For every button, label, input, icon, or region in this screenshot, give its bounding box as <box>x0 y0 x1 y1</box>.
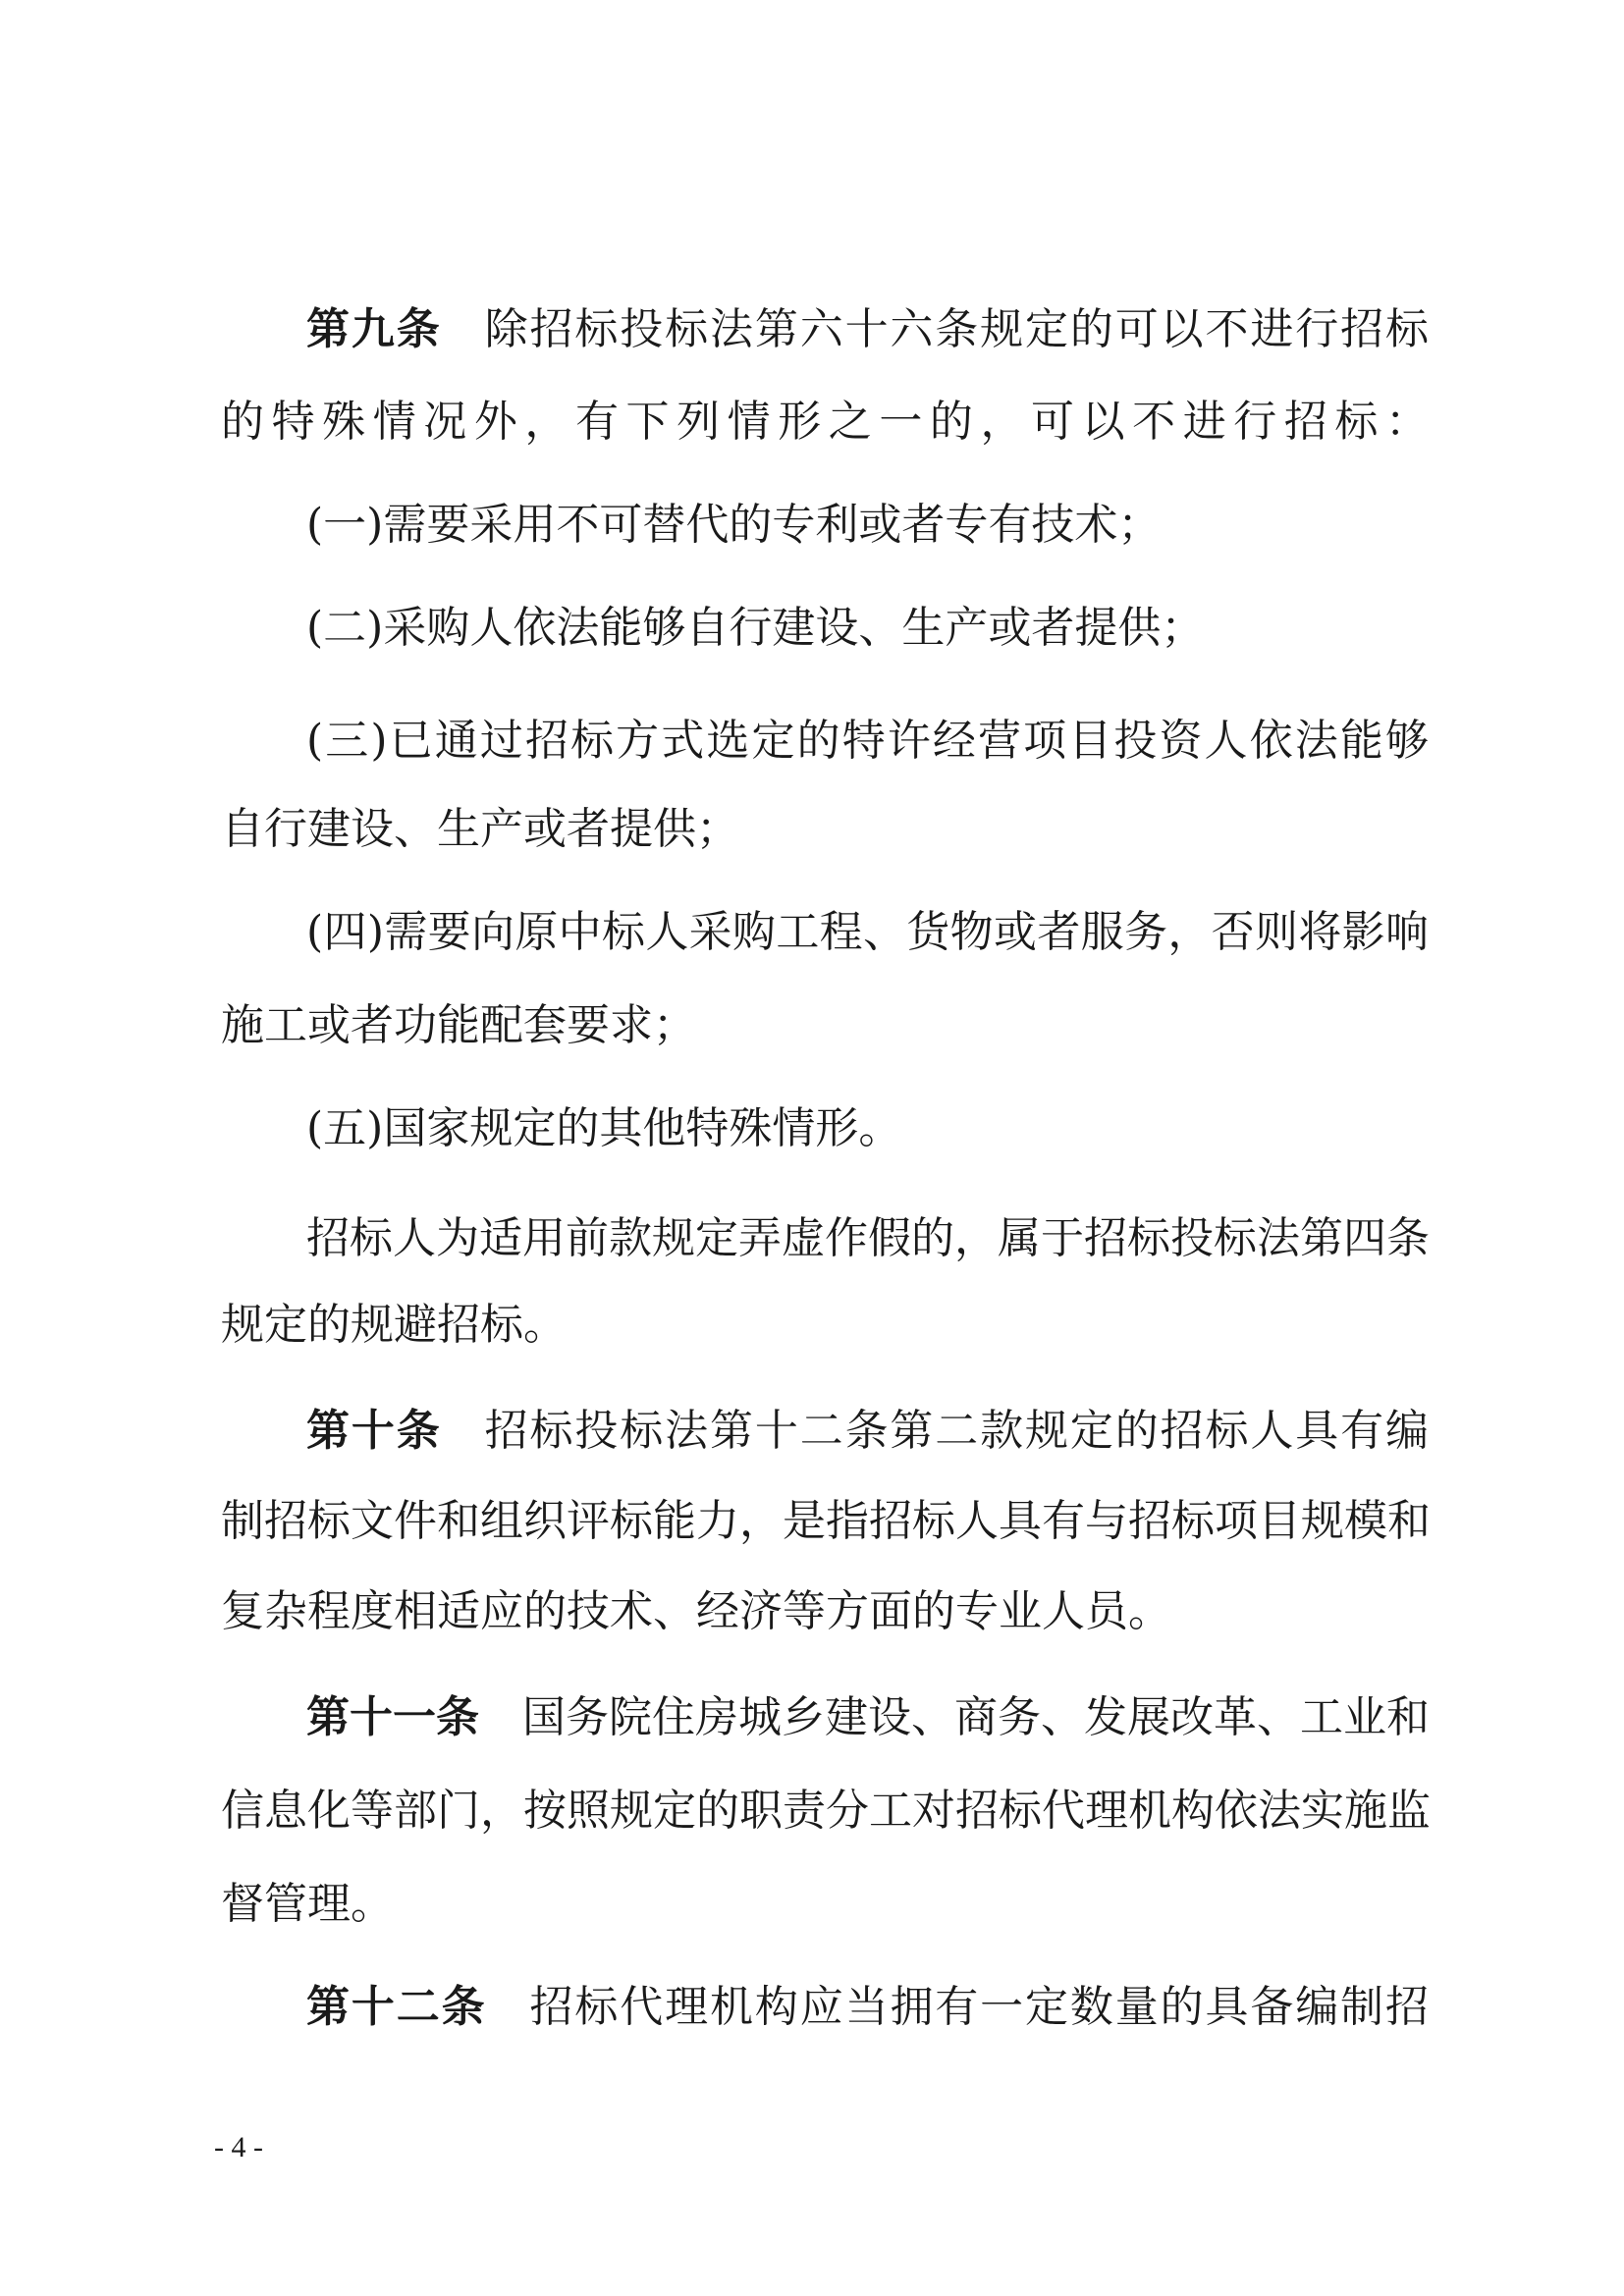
article-9-paragraph-line-2: 规定的规避招标。 <box>221 1300 567 1350</box>
article-9-item-4-line-1: (四)需要向原中标人采购工程、货物或者服务，否则将影响 <box>306 907 1429 957</box>
article-11-line-3: 督管理。 <box>221 1879 394 1929</box>
article-9-paragraph-line-1: 招标人为适用前款规定弄虚作假的，属于招标投标法第四条 <box>306 1213 1430 1263</box>
article-10-line-1 <box>306 1402 1429 1461</box>
article-9-item-3-line-2: 自行建设、生产或者提供； <box>221 804 739 854</box>
article-9-item-5: (五)国家规定的其他特殊情形。 <box>306 1103 902 1153</box>
article-10-line-3: 复杂程度相适应的技术、经济等方面的专业人员。 <box>221 1586 1171 1636</box>
article-9-item-1: (一)需要采用不可替代的专利或者专有技术； <box>306 500 1162 550</box>
page-number: - 4 - <box>214 2131 263 2163</box>
article-11-text-1: 国务院住房城乡建设、商务、发展改革、工业和 <box>522 1692 1430 1742</box>
article-9-line-1 <box>306 300 1429 359</box>
article-11-line-2: 信息化等部门，按照规定的职责分工对招标代理机构依法实施监 <box>221 1786 1431 1836</box>
article-10-text-1: 招标投标法第十二条第二款规定的招标人具有编 <box>484 1406 1429 1456</box>
article-12-heading: 第十二条 <box>306 1982 487 2032</box>
article-9-line-2: 的特殊情况外，有下列情形之一的，可以不进行招标： <box>221 397 1429 447</box>
article-9-item-2: (二)采购人依法能够自行建设、生产或者提供； <box>306 603 1205 653</box>
article-9-item-4-line-2: 施工或者功能配套要求； <box>221 1000 696 1050</box>
article-9-heading: 第九条 <box>306 304 442 354</box>
article-12-text-1: 招标代理机构应当拥有一定数量的具备编制招 <box>529 1982 1430 2032</box>
article-11-line-1 <box>306 1688 1429 1747</box>
article-10-line-2: 制招标文件和组织评标能力，是指招标人具有与招标项目规模和 <box>221 1496 1431 1546</box>
article-9-text-1: 除招标投标法第六十六条规定的可以不进行招标 <box>484 304 1429 354</box>
article-9-item-3-line-1: (三)已通过招标方式选定的特许经营项目投资人依法能够 <box>306 716 1429 766</box>
article-11-heading: 第十一条 <box>306 1692 479 1742</box>
article-12-line-1 <box>306 1978 1429 2037</box>
article-10-heading: 第十条 <box>306 1406 442 1456</box>
